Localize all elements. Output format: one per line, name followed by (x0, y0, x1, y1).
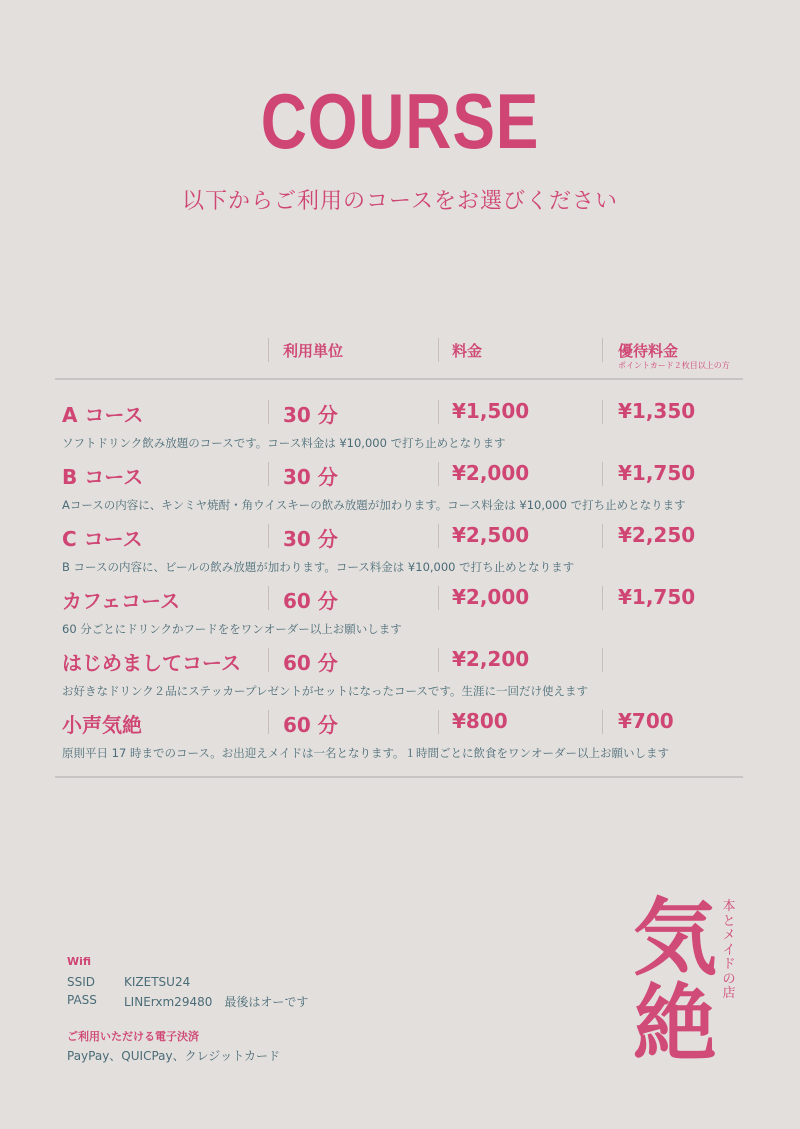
ssid-value: KIZETSU24 (124, 975, 191, 989)
payment-methods: PayPay、QUICPay、クレジットカード (67, 1049, 280, 1063)
pass-value: LINErxm29480 最後はオーです (124, 995, 309, 1009)
logo-char: 気 (632, 888, 717, 987)
course-name: はじめましてコース (62, 651, 241, 675)
column-divider (602, 648, 603, 672)
course-description: 原則平日 17 時までのコース。お出迎えメイドは一名となります。１時間ごとに飲食をワンオーダー以上お願いします (62, 746, 670, 760)
wifi-heading: Wifi (67, 955, 92, 968)
course-unit: 60 分 (283, 589, 338, 613)
course-description: Aコースの内容に、キンミヤ焼酎・角ウイスキーの飲み放題が加わります。コース料金は ¥10,000 で打ち止めとなります (62, 498, 686, 512)
table-top-rule (55, 378, 743, 380)
table-bottom-rule (55, 776, 743, 778)
course-discount: ¥1,350 (618, 399, 696, 423)
header-unit: 利用単位 (283, 342, 344, 360)
column-divider (438, 462, 439, 486)
course-unit: 60 分 (283, 713, 338, 737)
course-name: 小声気絶 (62, 713, 142, 737)
column-divider (438, 338, 439, 362)
course-price: ¥1,500 (452, 399, 530, 423)
column-divider (268, 710, 269, 734)
page-title: COURSE (260, 77, 540, 165)
header-price: 料金 (452, 342, 483, 360)
column-divider (268, 462, 269, 486)
page-subtitle: 以下からご利用のコースをお選びください (182, 189, 618, 214)
column-divider (438, 524, 439, 548)
column-divider (268, 648, 269, 672)
course-description: お好きなドリンク２品にステッカープレゼントがセットになったコースです。生涯に一回だけ使えます (62, 684, 589, 698)
column-divider (268, 586, 269, 610)
header-discount: 優待料金 (618, 342, 679, 360)
course-name: B コース (62, 465, 144, 489)
ssid-label: SSID (67, 975, 96, 989)
column-divider (438, 648, 439, 672)
shop-logo (630, 888, 720, 1073)
course-name: カフェコース (62, 589, 180, 613)
course-unit: 30 分 (283, 527, 338, 551)
payment-heading: ご利用いただける電子決済 (67, 1030, 199, 1043)
course-price: ¥800 (452, 709, 508, 733)
pass-label: PASS (67, 993, 97, 1007)
column-divider (268, 400, 269, 424)
course-price: ¥2,000 (452, 585, 530, 609)
course-discount: ¥1,750 (618, 461, 696, 485)
column-divider (438, 710, 439, 734)
course-unit: 60 分 (283, 651, 338, 675)
column-divider (602, 462, 603, 486)
header-discount-note: ポイントカード２枚目以上の方 (618, 361, 730, 370)
course-price: ¥2,500 (452, 523, 530, 547)
column-divider (602, 338, 603, 362)
course-description: 60 分ごとにドリンクかフードををワンオーダー以上お願いします (62, 622, 402, 636)
course-price: ¥2,000 (452, 461, 530, 485)
course-name: A コース (62, 403, 144, 427)
course-discount: ¥1,750 (618, 585, 696, 609)
course-name: C コース (62, 527, 143, 551)
column-divider (268, 524, 269, 548)
course-unit: 30 分 (283, 403, 338, 427)
course-discount: ¥700 (618, 709, 674, 733)
course-unit: 30 分 (283, 465, 338, 489)
column-divider (268, 338, 269, 362)
column-divider (602, 524, 603, 548)
logo-char: 絶 (632, 974, 717, 1073)
column-divider (438, 400, 439, 424)
course-price: ¥2,200 (452, 647, 530, 671)
course-discount: ¥2,250 (618, 523, 696, 547)
column-divider (438, 586, 439, 610)
course-description: ソフトドリンク飲み放題のコースです。コース料金は ¥10,000 で打ち止めとなります (62, 436, 506, 450)
column-divider (602, 400, 603, 424)
column-divider (602, 586, 603, 610)
logo-tagline: 本とメイドの店 (722, 899, 736, 1001)
column-divider (602, 710, 603, 734)
course-description: B コースの内容に、ビールの飲み放題が加わります。コース料金は ¥10,000 で打ち止めとなります (62, 560, 575, 574)
